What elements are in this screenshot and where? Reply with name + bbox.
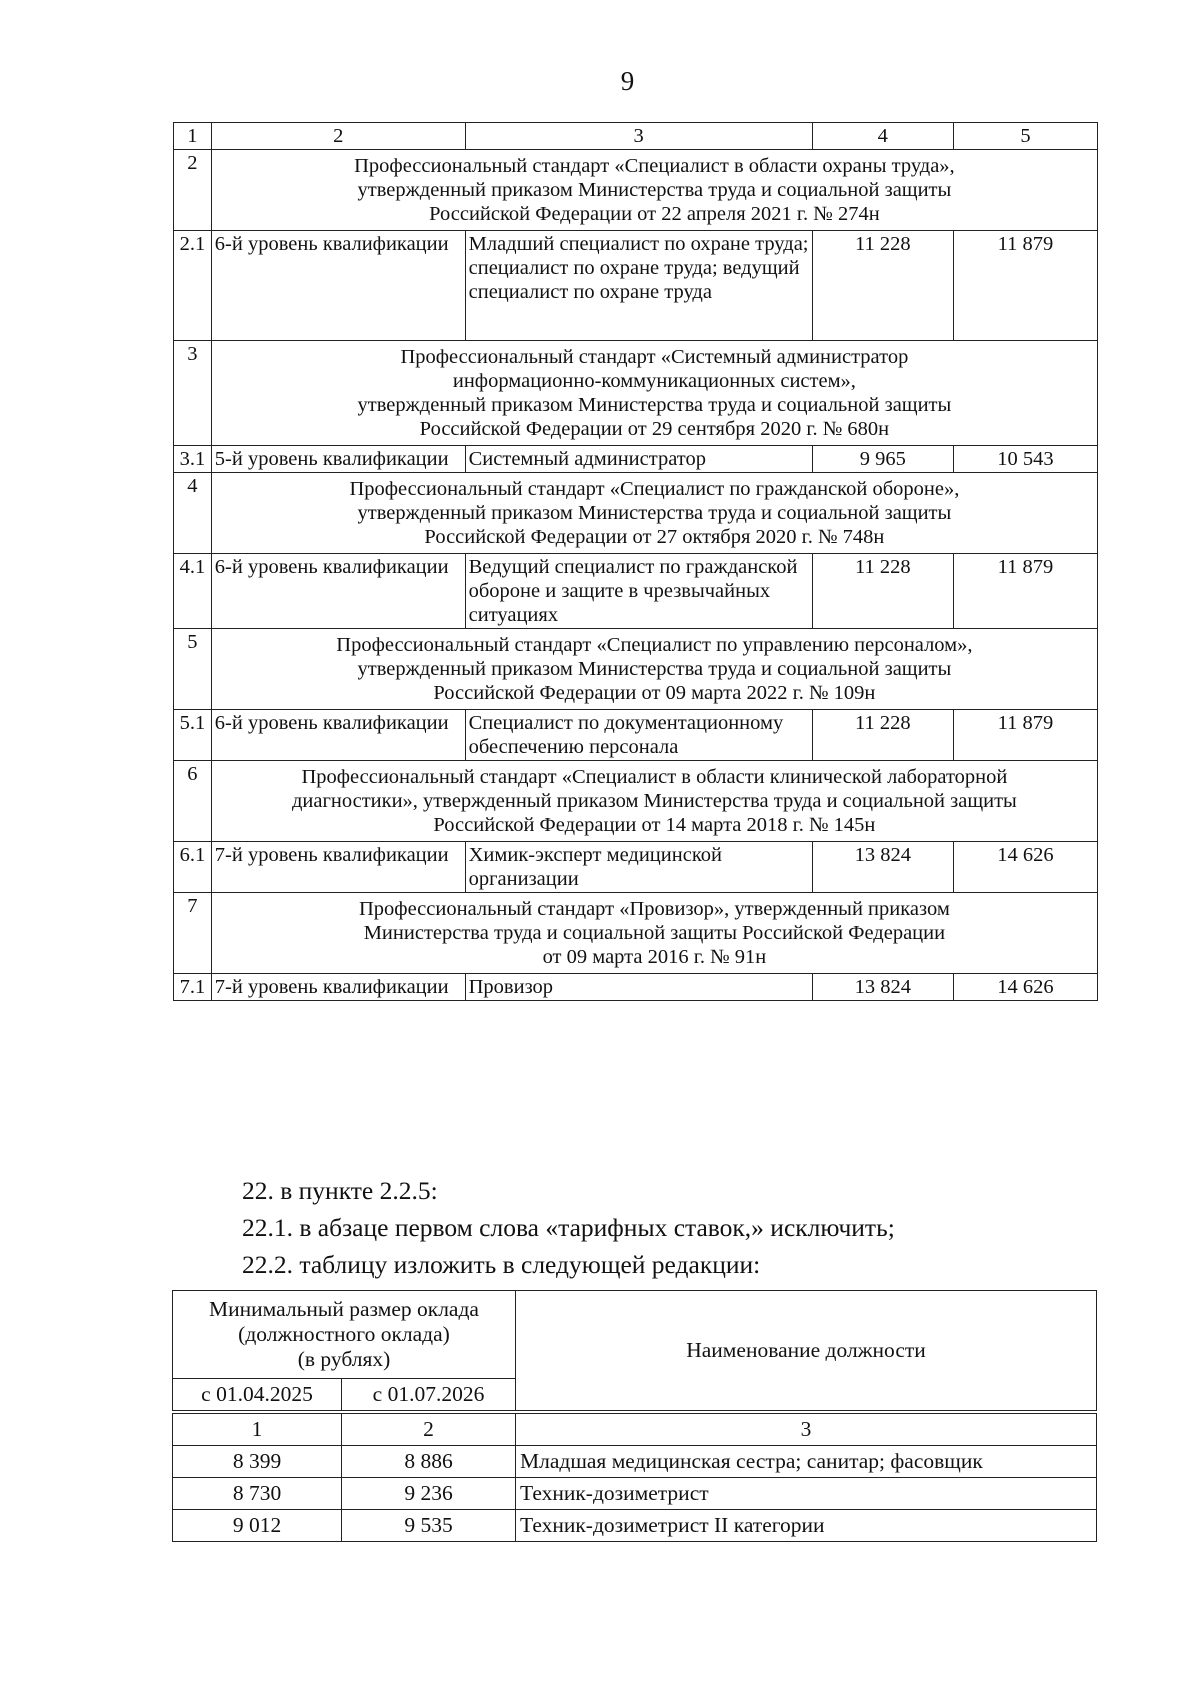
table-row bbox=[174, 231, 1098, 341]
standard-title-line: Российской Федерации от 29 сентября 2020 г. № 680н bbox=[419, 418, 890, 440]
standard-group-row bbox=[174, 473, 1098, 554]
table-row bbox=[174, 842, 1098, 893]
standard-title-line: Профессиональный стандарт «Системный администратор bbox=[400, 346, 909, 368]
standard-title-line: Российской Федерации от 27 октября 2020 г. № 748н bbox=[424, 526, 885, 548]
salary-2026: 11 879 bbox=[953, 554, 1097, 629]
page-number: 9 bbox=[620, 66, 635, 96]
qualification-level: 6-й уровень квалификации bbox=[211, 231, 465, 341]
standard-title-line: диагностики», утвержденный приказом Министерства труда и социальной защиты bbox=[291, 790, 1017, 812]
paragraph-22: 22. в пункте 2.2.5: bbox=[242, 1176, 438, 1205]
row-number: 6.1 bbox=[174, 842, 212, 893]
row-number: 7.1 bbox=[174, 974, 212, 1001]
salary-2026: 10 543 bbox=[953, 446, 1097, 473]
standard-title bbox=[211, 473, 1097, 554]
qualification-level: 7-й уровень квалификации bbox=[211, 842, 465, 893]
position-name: Младший специалист по охране труда; специалист по охране труда; ведущий специалист по охране труда bbox=[465, 231, 812, 341]
paragraph-22-1: 22.1. в абзаце первом слова «тарифных ставок,» исключить; bbox=[242, 1213, 895, 1242]
qualification-level: 5-й уровень квалификации bbox=[211, 446, 465, 473]
group-number: 2 bbox=[174, 150, 212, 231]
group-number: 7 bbox=[174, 893, 212, 974]
standard-group-row bbox=[174, 150, 1098, 231]
salary-2025: 9 012 bbox=[173, 1510, 342, 1542]
table-row bbox=[174, 446, 1098, 473]
table-header-row bbox=[174, 123, 1098, 150]
salary-2025: 11 228 bbox=[812, 554, 953, 629]
standard-title-line: утвержденный приказом Министерства труда и социальной защиты bbox=[357, 394, 952, 416]
header-col-2: 2 bbox=[211, 123, 465, 150]
standard-title-line: утвержденный приказом Министерства труда и социальной защиты bbox=[357, 502, 952, 524]
position-name: Химик-эксперт медицинской организации bbox=[465, 842, 812, 893]
standard-title-line: Профессиональный стандарт «Специалист в области охраны труда», bbox=[354, 155, 955, 177]
standard-title-line: информационно-коммуникационных систем», bbox=[452, 370, 856, 392]
salary-header-line: (в рублях) bbox=[297, 1347, 391, 1371]
table-row bbox=[173, 1510, 1097, 1542]
qualification-level: 6-й уровень квалификации bbox=[211, 554, 465, 629]
salary-2025: 13 824 bbox=[812, 842, 953, 893]
row-number: 2.1 bbox=[174, 231, 212, 341]
row-number: 5.1 bbox=[174, 710, 212, 761]
standard-title bbox=[211, 893, 1097, 974]
salary-2026: 11 879 bbox=[953, 710, 1097, 761]
standard-title bbox=[211, 341, 1097, 446]
date-2026: с 01.07.2026 bbox=[342, 1379, 516, 1411]
salary-header bbox=[173, 1291, 516, 1379]
professional-standards-table bbox=[173, 122, 1098, 1001]
col-number-2: 2 bbox=[342, 1414, 516, 1446]
date-2025: с 01.04.2025 bbox=[173, 1379, 342, 1411]
group-number: 6 bbox=[174, 761, 212, 842]
standard-title-line: утвержденный приказом Министерства труда и социальной защиты bbox=[357, 658, 952, 680]
position-name: Провизор bbox=[465, 974, 812, 1001]
standard-title-line: Профессиональный стандарт «Специалист по гражданской обороне», bbox=[349, 478, 960, 500]
standard-group-row bbox=[174, 629, 1098, 710]
standard-title-line: Профессиональный стандарт «Провизор», утвержденный приказом bbox=[358, 898, 950, 920]
salary-2026: 8 886 bbox=[342, 1446, 516, 1478]
standard-title-line: Российской Федерации от 14 марта 2018 г. № 145н bbox=[433, 814, 876, 836]
salary-header-line: Минимальный размер оклада bbox=[209, 1297, 479, 1321]
header-col-5: 5 bbox=[953, 123, 1097, 150]
header-col-4: 4 bbox=[812, 123, 953, 150]
standard-title-line: утвержденный приказом Министерства труда и социальной защиты bbox=[357, 179, 952, 201]
salary-2026: 9 236 bbox=[342, 1478, 516, 1510]
standard-title bbox=[211, 629, 1097, 710]
qualification-level: 6-й уровень квалификации bbox=[211, 710, 465, 761]
paragraph-22-2: 22.2. таблицу изложить в следующей редакции: bbox=[242, 1250, 761, 1279]
salary-2025: 11 228 bbox=[812, 231, 953, 341]
standard-title-line: Профессиональный стандарт «Специалист по управлению персоналом», bbox=[336, 634, 973, 656]
salary-2025: 8 730 bbox=[173, 1478, 342, 1510]
position-name: Специалист по документационному обеспечению персонала bbox=[465, 710, 812, 761]
group-number: 5 bbox=[174, 629, 212, 710]
qualification-level: 7-й уровень квалификации bbox=[211, 974, 465, 1001]
salary-table bbox=[172, 1290, 1097, 1542]
col-number-3: 3 bbox=[516, 1414, 1097, 1446]
row-number: 3.1 bbox=[174, 446, 212, 473]
standard-title-line: Профессиональный стандарт «Специалист в области клинической лабораторной bbox=[301, 766, 1008, 788]
position-name: Младшая медицинская сестра; санитар; фасовщик bbox=[516, 1446, 1097, 1478]
salary-2026: 14 626 bbox=[953, 842, 1097, 893]
position-header: Наименование должности bbox=[516, 1291, 1097, 1411]
column-numbers-row bbox=[173, 1414, 1097, 1446]
salary-2025: 8 399 bbox=[173, 1446, 342, 1478]
table-row bbox=[174, 710, 1098, 761]
header-col-1: 1 bbox=[174, 123, 212, 150]
standard-group-row bbox=[174, 761, 1098, 842]
salary-2025: 9 965 bbox=[812, 446, 953, 473]
salary-table-header-row bbox=[173, 1291, 1097, 1379]
salary-2026: 14 626 bbox=[953, 974, 1097, 1001]
group-number: 3 bbox=[174, 341, 212, 446]
standard-title-line: Российской Федерации от 22 апреля 2021 г. № 274н bbox=[429, 203, 880, 225]
position-name: Техник-дозиметрист bbox=[516, 1478, 1097, 1510]
table-row bbox=[173, 1478, 1097, 1510]
table-row bbox=[174, 974, 1098, 1001]
group-number: 4 bbox=[174, 473, 212, 554]
salary-2026: 9 535 bbox=[342, 1510, 516, 1542]
salary-2026: 11 879 bbox=[953, 231, 1097, 341]
salary-2025: 13 824 bbox=[812, 974, 953, 1001]
position-name: Системный администратор bbox=[465, 446, 812, 473]
standard-title bbox=[211, 761, 1097, 842]
standard-group-row bbox=[174, 341, 1098, 446]
standard-title-line: Российской Федерации от 09 марта 2022 г. № 109н bbox=[433, 682, 876, 704]
salary-2025: 11 228 bbox=[812, 710, 953, 761]
table-row bbox=[174, 554, 1098, 629]
table-row bbox=[173, 1446, 1097, 1478]
salary-header-line: (должностного оклада) bbox=[238, 1322, 450, 1346]
col-number-1: 1 bbox=[173, 1414, 342, 1446]
position-name: Ведущий специалист по гражданской обороне и защите в чрезвычайных ситуациях bbox=[465, 554, 812, 629]
standard-title-line: Министерства труда и социальной защиты Российской Федерации bbox=[363, 922, 946, 944]
standard-title-line: от 09 марта 2016 г. № 91н bbox=[542, 946, 767, 968]
position-name: Техник-дозиметрист II категории bbox=[516, 1510, 1097, 1542]
standard-group-row bbox=[174, 893, 1098, 974]
row-number: 4.1 bbox=[174, 554, 212, 629]
standard-title bbox=[211, 150, 1097, 231]
header-col-3: 3 bbox=[465, 123, 812, 150]
